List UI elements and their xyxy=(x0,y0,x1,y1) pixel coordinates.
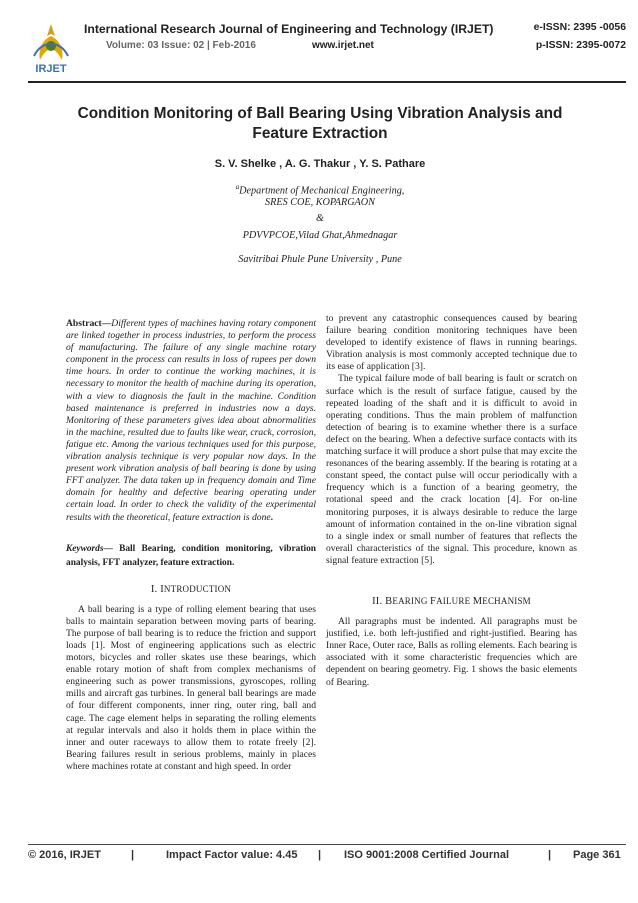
footer-copyright: © 2016, IRJET xyxy=(28,849,101,861)
keywords-dash: — xyxy=(103,543,113,554)
affiliation-mark: a xyxy=(235,183,240,191)
right-column xyxy=(326,313,577,689)
keywords xyxy=(66,542,316,571)
authors: S. V. Shelke , A. G. Thakur , Y. S. Pathare xyxy=(214,158,426,170)
header-divider xyxy=(28,81,626,83)
keywords-text: Ball Bearing, condition monitoring, vibration analysis, FFT analyzer, feature extraction. xyxy=(66,543,316,569)
footer-iso: ISO 9001:2008 Certified Journal xyxy=(344,849,510,861)
title-line-2: Feature Extraction xyxy=(252,125,388,142)
volume-issue: Volume: 03 Issue: 02 | Feb-2016 xyxy=(106,40,256,51)
footer-divider xyxy=(28,844,626,845)
failure-mode-paragraph: The typical failure mode of ball bearing is fault or scratch on surface which is the result of surface fatigue, caused by the repeated loading of the shaft and it is difficult to avoid in operating conditions. Thus the main problem of malfunction detection of bearing is to examine whether there is a surface defect on the bearing. When a defective surface contacts with its matching surface it will produce a short pulse that may excite the resonances of the bearing assembly. If the bearing is rotating at a constant speed, the contact pulse will occur periodically with a frequency which is a function of a bearing geometry, the rotational speed and the crack location [4]. For on-line monitoring purposes, it is always desirable to reduce the large amount of information contained in the on-line vibration signal to a single index or small number of features that reflects the overall characteristics of the signal. This procedure, known as signal feature extraction [5]. xyxy=(326,373,577,566)
footer-separator-1: | xyxy=(131,849,135,861)
irjet-logo-icon xyxy=(28,22,74,76)
affiliation-line-2: SRES COE, KOPARGAON xyxy=(265,197,375,208)
abstract-label: Abstract xyxy=(66,318,102,329)
keywords-label: Keywords xyxy=(66,543,104,554)
abstract-end: . xyxy=(270,511,274,523)
affiliation-line-1 xyxy=(60,183,580,196)
footer-separator-2: | xyxy=(318,849,322,861)
p-issn: p-ISSN: 2395-0072 xyxy=(535,40,626,51)
abstract-dash: — xyxy=(101,318,112,329)
intro-paragraph: A ball bearing is a type of rolling element bearing that uses balls to maintain separation between moving parts of bearing. The purpose of ball bearing is to reduce the friction and support loads [1]. Most of engineering applications such as electric motors, bicycles and roller skates use these bearings, which enable rotary motion of shaft from complex mechanisms of engineering such as power transmissions, gyroscopes, rolling mills and aircraft gas turbines. In general ball bearings are made of four different components, inner ring, outer ring, ball and cage. The cage element helps in separating the rolling elements at regular intervals and also it holds them in place within the inner and outer raceways to allow them to rotate freely [2]. Bearing failures result in serious problems, mainly in places where machines rotate at constant and high speed. In order xyxy=(66,603,316,772)
journal-header xyxy=(28,18,626,80)
section-heading-bearing-failure: II. BEARING FAILURE MECHANISM xyxy=(372,595,531,607)
logo-text: IRJET xyxy=(35,63,67,75)
website-link[interactable]: www.irjet.net xyxy=(312,40,374,51)
affiliation-ampersand: & xyxy=(316,213,324,224)
title-line-1: Condition Monitoring of Ball Bearing Using Vibration Analysis and xyxy=(77,105,563,122)
abstract xyxy=(66,318,316,524)
page-footer xyxy=(28,849,626,865)
journal-name: International Research Journal of Engineering and Technology (IRJET) xyxy=(84,22,494,36)
affiliation-line-3: PDVVPCOE,Vilad Ghat,Ahmednagar xyxy=(242,230,398,241)
e-issn: e-ISSN: 2395 -0056 xyxy=(533,22,626,33)
paper-title xyxy=(60,104,580,144)
footer-impact-factor: Impact Factor value: 4.45 xyxy=(166,849,298,861)
continued-paragraph: to prevent any catastrophic consequences caused by bearing failure bearing condition monitoring techniques have been developed to identify existence of flaws in running bearings. Vibration analysis is most commonly accepted technique due to its ease of application [3]. xyxy=(326,313,577,373)
footer-page-number: Page 361 xyxy=(573,849,621,861)
affiliation-text-1: Department of Mechanical Engineering, xyxy=(239,185,405,197)
mechanism-paragraph: All paragraphs must be indented. All paragraphs must be justified, i.e. both left-justified and right-justified. Bearing has Inner Race, Outer race, Balls as rolling elements. Each bearing is associated with it some characteristic frequencies which are dependent on bearing geometry. Fig. 1 shows the basic elements of Bearing. xyxy=(326,616,577,688)
abstract-text: Different types of machines having rotary component are linked together in process industries, to perform the process of manufacturing. The failure of any single machine rotary component in the process can results in loss of rupees per down time hours. In order to continue the working machines, it is necessary to monitor the health of machine during its operation, with a view to diagnosis the fault in the machine. Condition based maintenance is preferred in industries now a days. Monitoring of these parameters gives idea about abnormalities in the machine, resulted due to faults like wear, crack, corrosion, fatigue etc. Among the various techniques used for this purpose, vibration analysis technique is very popular now days. In the present work vibration analysis of ball bearing is done by using FFT analyzer. The data taken up in frequency domain and Time domain for healthy and defective bearing operating under certain load. In order to check the validity of the experimental results with the theoretical, feature extraction is done xyxy=(66,318,316,523)
left-column xyxy=(66,318,316,773)
footer-separator-3: | xyxy=(548,849,552,861)
section-heading-introduction: I. INTRODUCTION xyxy=(150,583,232,595)
university: Savitribai Phule Pune University , Pune xyxy=(238,254,402,265)
